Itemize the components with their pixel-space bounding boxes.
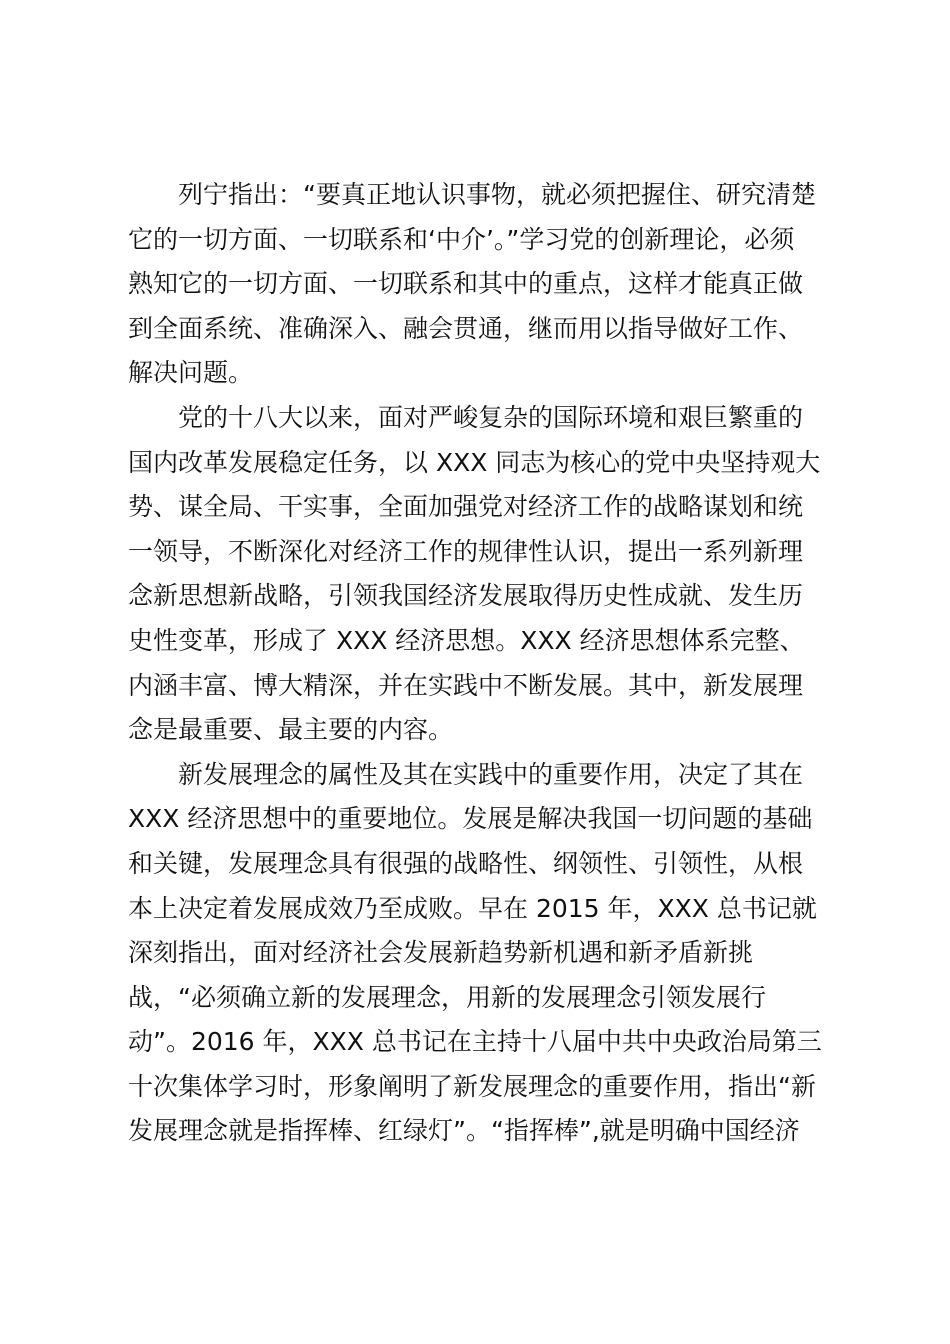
text-line: 一领导，不断深化对经济工作的规律性认识，提出一系列新理	[128, 536, 804, 566]
text-line: 和关键，发展理念具有很强的战略性、纲领性、引领性，从根	[128, 848, 804, 878]
text-line: 内涵丰富、博大精深，并在实践中不断发展。其中，新发展理	[128, 670, 804, 700]
text-line: 党的十八大以来，面对严峻复杂的国际环境和艰巨繁重的	[128, 402, 804, 432]
text-line: 念是最重要、最主要的内容。	[128, 715, 454, 745]
text-line: 到全面系统、准确深入、融会贯通，继而用以指导做好工作、	[128, 313, 804, 343]
text-line: 发展理念就是指挥棒、红绿灯”。“指挥棒”,就是明确中国经济	[128, 1116, 800, 1146]
text-line: 新发展理念的属性及其在实践中的重要作用，决定了其在	[128, 759, 804, 789]
text-line: 国内改革发展稳定任务，以 XXX 同志为核心的党中央坚持观大	[128, 447, 821, 477]
text-line: 它的一切方面、一切联系和‘中介’。”学习党的创新理论，必须	[128, 224, 795, 254]
text-line: 战，“必须确立新的发展理念，用新的发展理念引领发展行	[128, 982, 766, 1012]
text-line: 列宁指出：“要真正地认识事物，就必须把握住、研究清楚	[128, 180, 816, 209]
text-line: 十次集体学习时，形象阐明了新发展理念的重要作用，指出“新	[128, 1071, 816, 1101]
text-line: 念新思想新战略，引领我国经济发展取得历史性成就、发生历	[128, 581, 804, 611]
text-line: 熟知它的一切方面、一切联系和其中的重点，这样才能真正做	[128, 269, 804, 299]
text-line: 史性变革，形成了 XXX 经济思想。XXX 经济思想体系完整、	[128, 625, 805, 655]
text-line: 动”。2016 年，XXX 总书记在主持十八届中共中央政治局第三	[128, 1027, 822, 1057]
text-line: 解决问题。	[128, 358, 254, 388]
text-line: 本上决定着发展成效乃至成败。早在 2015 年，XXX 总书记就	[128, 893, 817, 923]
text-line: 势、谋全局、干实事，全面加强党对经济工作的战略谋划和统	[128, 492, 804, 522]
text-line: 深刻指出，面对经济社会发展新趋势新机遇和新矛盾新挑	[128, 938, 754, 968]
document-body	[128, 173, 838, 1154]
text-line: XXX 经济思想中的重要地位。发展是解决我国一切问题的基础	[128, 804, 813, 834]
